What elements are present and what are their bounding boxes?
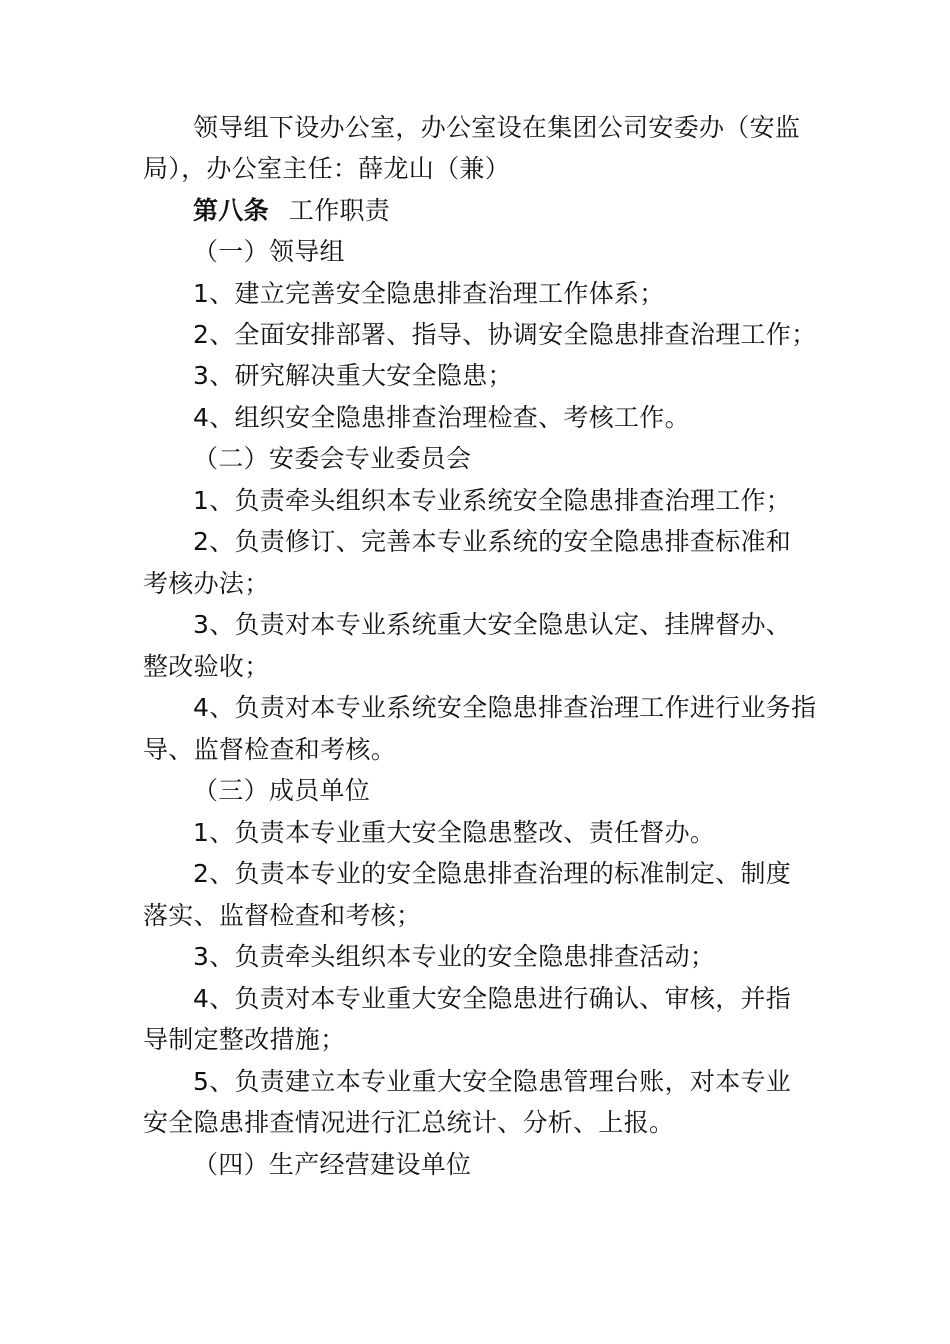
article-title: 工作职责 — [288, 196, 391, 225]
article-heading-line — [193, 195, 863, 227]
list-item: 3、负责牵头组织本专业的安全隐患排查活动； — [193, 942, 716, 971]
paragraph-line: 领导组下设办公室，办公室设在集团公司安委办（安监 — [193, 113, 801, 142]
list-item-continuation: 安全隐患排查情况进行汇总统计、分析、上报。 — [143, 1108, 675, 1137]
list-item: 2、全面安排部署、指导、协调安全隐患排查治理工作； — [193, 320, 817, 349]
list-item: 2、负责本专业的安全隐患排查治理的标准制定、制度 — [193, 859, 792, 888]
section-heading: （二）安委会专业委员会 — [193, 444, 472, 473]
list-item-continuation: 考核办法； — [143, 569, 270, 598]
list-item-continuation: 落实、监督检查和考核； — [143, 901, 422, 930]
section-heading: （一）领导组 — [193, 237, 345, 266]
section-heading: （四）生产经营建设单位 — [193, 1150, 472, 1179]
list-item: 1、建立完善安全隐患排查治理工作体系； — [193, 279, 665, 308]
list-item: 2、负责修订、完善本专业系统的安全隐患排查标准和 — [193, 527, 792, 556]
article-number: 第八条 — [193, 196, 269, 225]
list-item: 3、研究解决重大安全隐患； — [193, 361, 513, 390]
list-item: 3、负责对本专业系统重大安全隐患认定、挂牌督办、 — [193, 610, 792, 639]
list-item: 1、负责本专业重大安全隐患整改、责任督办。 — [193, 818, 716, 847]
list-item: 4、负责对本专业重大安全隐患进行确认、审核，并指 — [193, 984, 792, 1013]
list-item-continuation: 整改验收； — [143, 652, 270, 681]
list-item-continuation: 导、监督检查和考核。 — [143, 735, 397, 764]
list-item: 4、负责对本专业系统安全隐患排查治理工作进行业务指 — [193, 693, 817, 722]
section-heading: （三）成员单位 — [193, 776, 371, 805]
list-item: 4、组织安全隐患排查治理检查、考核工作。 — [193, 403, 690, 432]
list-item: 5、负责建立本专业重大安全隐患管理台账，对本专业 — [193, 1067, 792, 1096]
list-item-continuation: 导制定整改措施； — [143, 1025, 346, 1054]
list-item: 1、负责牵头组织本专业系统安全隐患排查治理工作； — [193, 486, 792, 515]
paragraph-line: 局），办公室主任：薛龙山（兼） — [143, 154, 511, 183]
